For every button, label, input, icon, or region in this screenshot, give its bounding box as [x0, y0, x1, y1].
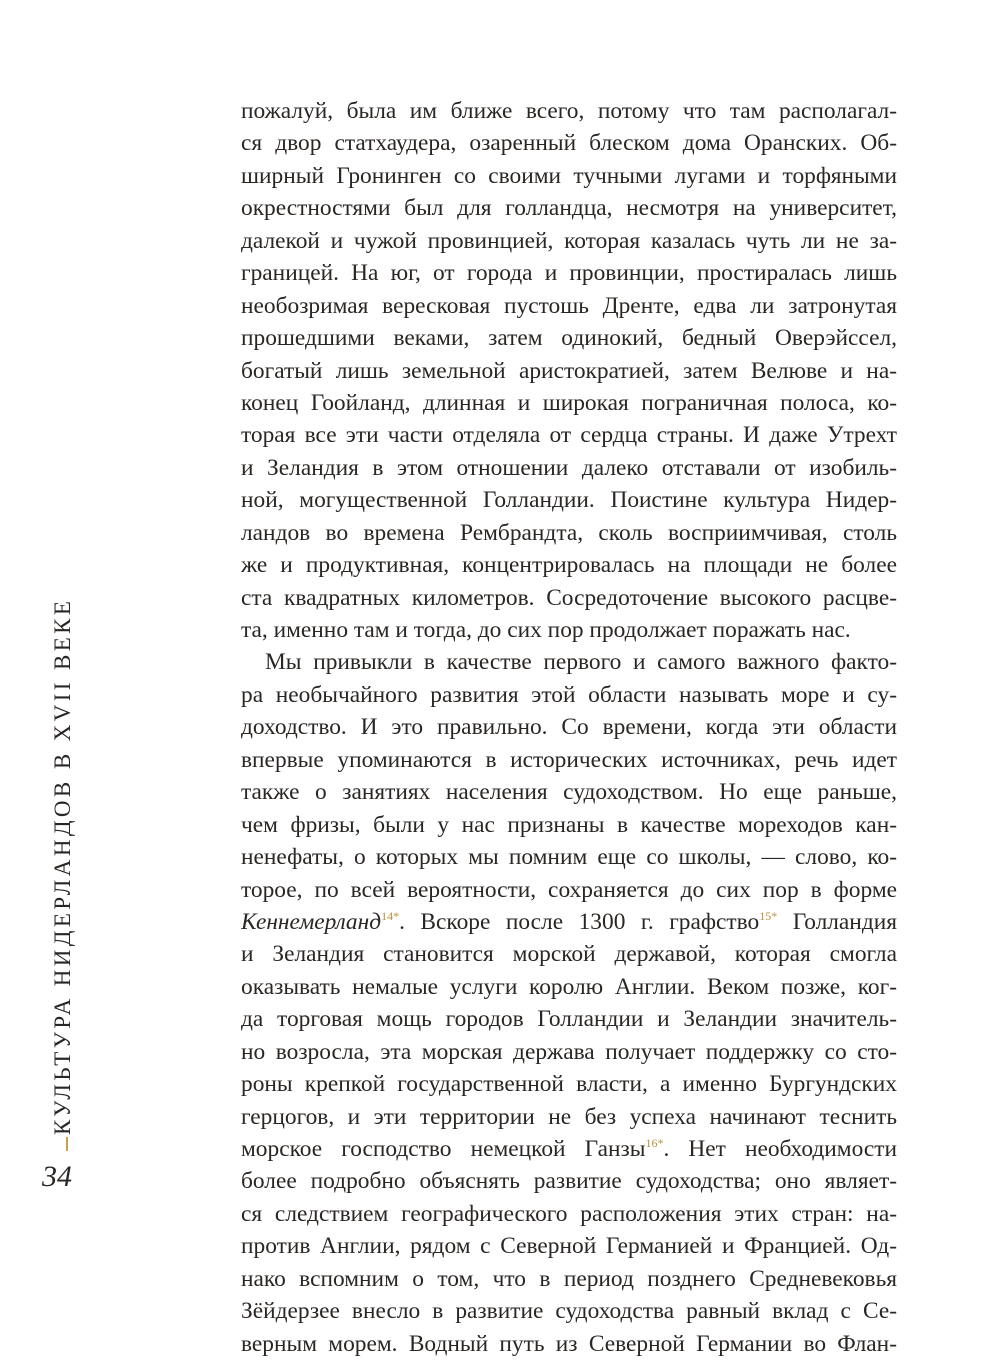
- text-line: чем фризы, были у нас признаны в качестве мореходов кан-: [241, 811, 897, 838]
- paragraph-start-line: Мы привыкли в качестве первого и самого важного факто-: [265, 649, 897, 676]
- line-fragment: Голландия: [777, 908, 897, 935]
- text-line: оказывать немалые услуги королю Англии. Веком позже, ког-: [241, 973, 897, 1000]
- text-line: роны крепкой государственной власти, а именно Бургундских: [241, 1071, 897, 1098]
- text-line: ся двор статхаудера, озаренный блеском дома Оранских. Об-: [241, 130, 897, 157]
- text-line: пожалуй, была им ближе всего, потому что там располагал-: [241, 98, 897, 124]
- line-fragment: . Нет необходимости: [663, 1136, 897, 1162]
- text-line: конец Гоойланд, длинная и широкая пограничная полоса, ко-: [241, 389, 897, 416]
- footnote-marker[interactable]: 16*: [645, 1136, 664, 1151]
- text-line: границей. На юг, от города и провинции, простиралась лишь: [241, 260, 897, 287]
- text-line: торое, по всей вероятности, сохраняется до сих пор в форме: [241, 876, 897, 903]
- text-line: ной, могущественной Голландии. Поистине культура Нидер-: [241, 487, 897, 514]
- text-line: но возросла, эта морская держава получает поддержку со сто-: [241, 1038, 897, 1065]
- text-line: окрестностями был для голландца, несмотря на университет,: [241, 195, 897, 222]
- text-line: впервые упоминаются в исторических источниках, речь идет: [241, 746, 897, 773]
- text-line: верным морем. Водный путь из Северной Германии во Флан-: [241, 1330, 897, 1357]
- text-line: и Зеландия становится морской державой, которая смогла: [241, 941, 897, 968]
- text-line: ра необычайного развития этой области называть море и су-: [241, 681, 897, 708]
- paragraph-end-line: та, именно там и тогда, до сих пор продолжает поражать нас.: [241, 617, 851, 643]
- text-line: ста квадратных километров. Сосредоточение высокого расцве-: [241, 584, 897, 611]
- text-line: доходство. И это правильно. Со времени, когда эти области: [241, 714, 897, 741]
- page-number: 34: [42, 1160, 72, 1193]
- text-line: да торговая мощь городов Голландии и Зеландии значитель-: [241, 1006, 897, 1033]
- text-line: нако вспомним о том, что в период позднего Средневековья: [241, 1265, 897, 1292]
- running-head: КУЛЬТУРА НИДЕРЛАНДОВ В XVII ВЕКЕ: [50, 597, 75, 1135]
- text-line: герцогов, и эти территории не без успеха начинают теснить: [241, 1103, 897, 1130]
- text-line: и Зеландия в этом отношении далеко отставали от изобиль-: [241, 454, 897, 481]
- body-text: [241, 95, 897, 1360]
- text-line: Зёйдерзее внесло в развитие судоходства равный вклад с Се-: [241, 1298, 897, 1325]
- text-line: ширный Гронинген со своими тучными лугами и торфяными: [241, 162, 897, 189]
- text-line: необозримая вересковая пустошь Дренте, едва ли затронутая: [241, 292, 897, 319]
- text-line: далекой и чужой провинцией, которая казалась чуть ли не за-: [241, 227, 897, 254]
- line-fragment: морское господство немецкой Ганзы: [241, 1136, 646, 1162]
- text-line: богатый лишь земельной аристократией, затем Велюве и на-: [241, 357, 897, 384]
- footnote-marker[interactable]: 15*: [759, 909, 778, 924]
- accent-rule: [66, 1137, 68, 1151]
- text-line: же и продуктивная, концентрировалась на площади не более: [241, 552, 897, 579]
- text-line-with-footnotes: [241, 906, 897, 938]
- line-fragment: . Вскоре после 1300 г. графство: [399, 908, 760, 935]
- italic-term: Кеннемерланд: [241, 908, 382, 935]
- text-line: ся следствием географического расположения этих стран: на-: [241, 1200, 897, 1227]
- text-line: также о занятиях населения судоходством. Но еще раньше,: [241, 779, 897, 806]
- text-line: ландов во времена Рембрандта, сколь восприимчивая, столь: [241, 519, 897, 546]
- text-line-with-footnote: [241, 1133, 897, 1165]
- footnote-marker[interactable]: 14*: [381, 909, 400, 924]
- text-line: ненефаты, о которых мы помним еще со школы, — слово, ко-: [241, 844, 897, 871]
- text-line: против Англии, рядом с Северной Германией и Францией. Од-: [241, 1233, 897, 1260]
- text-line: торая все эти части отделяла от сердца страны. И даже Утрехт: [241, 422, 897, 449]
- text-line: более подробно объяснять развитие судоходства; оно являет-: [241, 1168, 897, 1195]
- text-line: прошедшими веками, затем одинокий, бедный Оверэйссел,: [241, 325, 897, 352]
